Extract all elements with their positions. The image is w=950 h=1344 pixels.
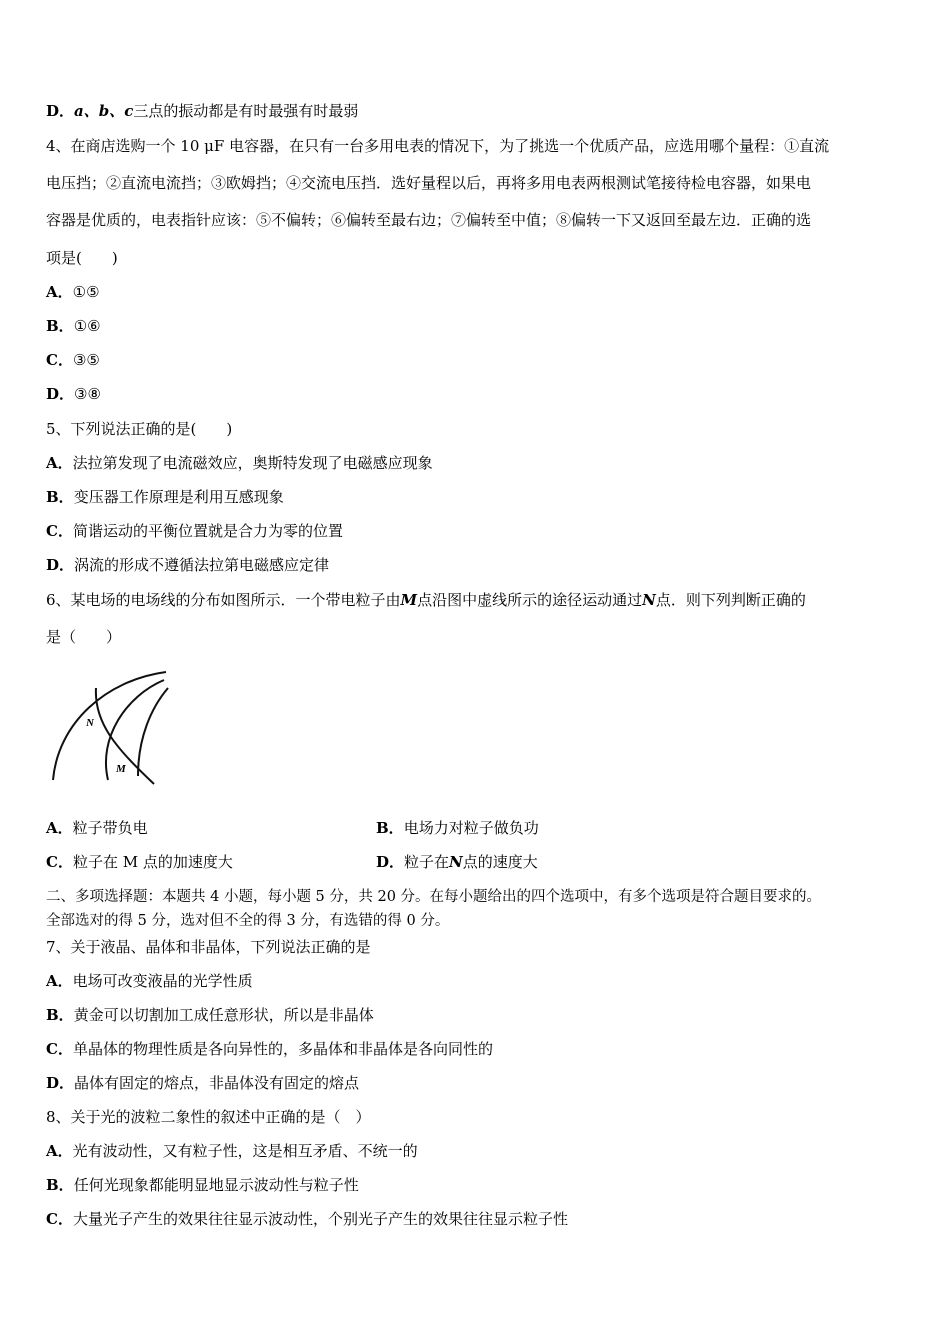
q4-option-c[interactable]: C．③⑤: [46, 351, 100, 369]
q6-option-c[interactable]: C．粒子在 M 点的加速度大: [46, 853, 233, 871]
q4-stem-line1: 4、在商店选购一个 10 μF 电容器，在只有一台多用电表的情况下，为了挑选一个优质产品，应选用哪个量程：①直流: [46, 137, 830, 155]
q7-option-c[interactable]: C．单晶体的物理性质是各向异性的，多晶体和非晶体是各向同性的: [46, 1040, 493, 1058]
q5-option-a[interactable]: A．法拉第发现了电流磁效应，奥斯特发现了电磁感应现象: [46, 454, 433, 472]
q5-option-b[interactable]: B．变压器工作原理是利用互感现象: [46, 488, 284, 506]
q4-option-b[interactable]: B．①⑥: [46, 317, 101, 335]
section2-header-line2: 全部选对的得 5 分，选对但不全的得 3 分，有选错的得 0 分。: [46, 913, 450, 929]
q5-stem: 5、下列说法正确的是( ): [46, 420, 233, 438]
q4-stem-line3: 容器是优质的，电表指针应该：⑤不偏转；⑥偏转至最右边；⑦偏转至中值；⑧偏转一下又返回至最左边．正确的选: [46, 211, 812, 229]
q4-option-d[interactable]: D．③⑧: [46, 385, 101, 403]
section2-header-line1: 二、多项选择题：本题共 4 小题，每小题 5 分，共 20 分。在每小题给出的四个选项中，有多个选项是符合题目要求的。: [46, 889, 822, 905]
q6-option-b[interactable]: B．电场力对粒子做负功: [376, 819, 539, 837]
label-m: M: [116, 763, 126, 775]
label-n: N: [86, 717, 94, 729]
field-line-3: [138, 688, 168, 776]
q3-option-d[interactable]: D．a、b、c三点的振动都是有时最强有时最弱: [46, 102, 359, 120]
q4-option-a[interactable]: A．①⑤: [46, 283, 100, 301]
q5-option-d[interactable]: D．涡流的形成不遵循法拉第电磁感应定律: [46, 556, 330, 574]
q4-stem-line2: 电压挡；②直流电流挡；③欧姆挡；④交流电压挡．选好量程以后，再将多用电表两根测试笔接待检电容器，如果电: [46, 174, 812, 192]
q7-stem: 7、关于液晶、晶体和非晶体，下列说法正确的是: [46, 938, 371, 956]
q3-vars: a、b、c: [74, 102, 134, 120]
electric-field-diagram: [46, 668, 176, 786]
q7-option-b[interactable]: B．黄金可以切割加工成任意形状，所以是非晶体: [46, 1006, 374, 1024]
q8-option-c[interactable]: C．大量光子产生的效果往往显示波动性，个别光子产生的效果往往显示粒子性: [46, 1210, 568, 1228]
q6-stem-line1: 6、某电场的电场线的分布如图所示．一个带电粒子由M点沿图中虚线所示的途径运动通过N点．则下列判断正确的: [46, 591, 806, 609]
q6-option-d[interactable]: D．粒子在N点的速度大: [376, 853, 538, 871]
q6-option-a[interactable]: A．粒子带负电: [46, 819, 148, 837]
q8-stem: 8、关于光的波粒二象性的叙述中正确的是（ ）: [46, 1108, 371, 1126]
q8-option-a[interactable]: A．光有波动性，又有粒子性，这是相互矛盾、不统一的: [46, 1142, 418, 1160]
q7-option-d[interactable]: D．晶体有固定的熔点，非晶体没有固定的熔点: [46, 1074, 360, 1092]
q8-option-b[interactable]: B．任何光现象都能明显地显示波动性与粒子性: [46, 1176, 359, 1194]
q4-stem-line4: 项是( ): [46, 249, 118, 267]
q7-option-a[interactable]: A．电场可改变液晶的光学性质: [46, 972, 253, 990]
q6-stem-line2: 是（ ）: [46, 628, 122, 646]
q5-option-c[interactable]: C．简谐运动的平衡位置就是合力为零的位置: [46, 522, 343, 540]
